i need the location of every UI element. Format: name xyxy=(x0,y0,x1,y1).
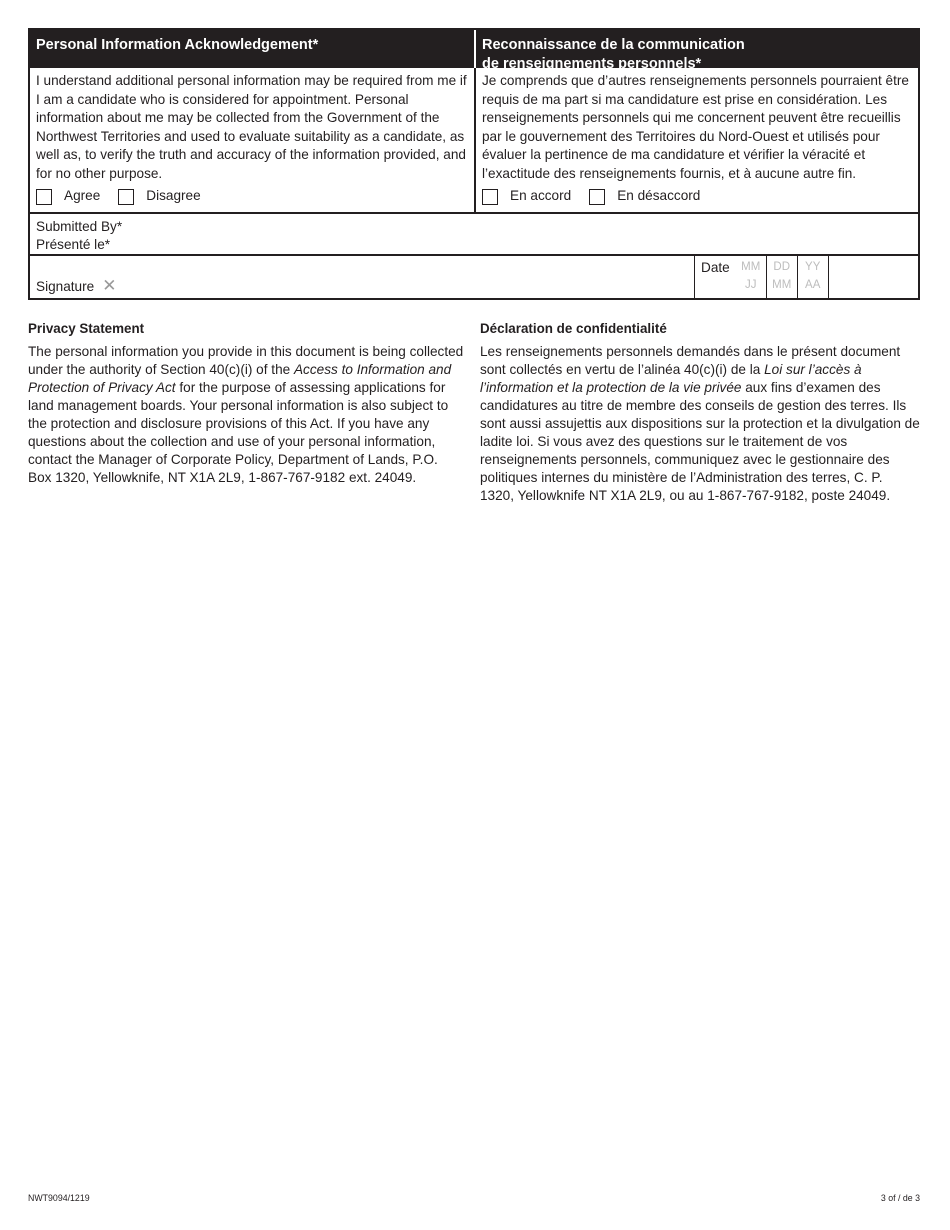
privacy-statement-en xyxy=(28,320,464,487)
privacy-title-fr: Déclaration de confidentialité xyxy=(480,321,667,336)
privacy-en-part-1: The personal information you provide in this document is being collected under the authority of Section 40(c)(i) of the xyxy=(28,344,464,377)
en-desaccord-label: En désaccord xyxy=(617,188,701,204)
date-field-2-bottom: MM xyxy=(772,278,792,291)
agree-checkbox[interactable] xyxy=(36,189,52,205)
en-choice-group xyxy=(36,188,468,206)
en-ack-text: I understand additional personal information may be required from me if I am a candidate who is considered for appointment. Personal information about me may be collected from the Government of the Northwest Territories and used to evaluate suitability as a candidate, as well as, to verify the truth and accuracy of the information provided, and for no other purpose. xyxy=(36,73,467,181)
en-desaccord-checkbox[interactable] xyxy=(589,189,605,205)
date-field-2-top: DD xyxy=(773,260,791,273)
disagree-checkbox[interactable] xyxy=(118,189,134,205)
disagree-label: Disagree xyxy=(146,188,201,204)
privacy-en-act-name: Access to Information and Protection of Privacy Act xyxy=(28,362,452,395)
privacy-en-part-2: for the purpose of assessing applications for land management boards. Your personal information is also subject to the protection and disclosure provisions of this Act. If you have any questions about the collection and use of your personal information, contact the Manager of Corporate Policy, Department of Lands, P.O. Box 1320, Yellowknife, NT X1A 2L9, 1-867-767-9182 ext. 24049. xyxy=(28,380,449,485)
date-label: Date xyxy=(701,259,730,275)
privacy-text-fr xyxy=(480,343,920,505)
date-field-year[interactable] xyxy=(798,256,829,298)
signature-label: Signature xyxy=(36,278,95,294)
date-field-day-month[interactable] xyxy=(767,256,798,298)
en-title-text: Personal Information Acknowledgement* xyxy=(36,37,319,53)
fr-title-line-1: Reconnaissance de la communication xyxy=(482,37,745,53)
privacy-fr-part-2: aux fins d’examen des candidatures au titre de membre des conseils de gestion des terres. Ils sont aussi assujettis aux dispositions sur la protection et la divulgation de ladite loi. Si vous avez des questions sur le traitement de vos renseignements personnels, communiquez avec le gestionnaire des politiques internes du ministère de l’Administration des terres, C. P. 1320, Yellowknife NT X1A 2L9, ou au 1-867-767-9182, poste 24049. xyxy=(480,380,920,503)
fr-ack-text: Je comprends que d’autres renseignements personnels pourraient être requis de ma part si ma candidature est prise en considération. Les renseignements personnels qui me concernent peuvent être recueillis par le gouvernement des Territoires du Nord-Ouest et utilisés pour évaluer la pertinence de ma candidature et vérifier la véracité et l’exactitude des renseignements fournis, et à aucune autre fin. xyxy=(482,73,909,181)
fr-title-line-2: de renseignements personnels* xyxy=(482,56,702,72)
submitted-by-label: Submitted By* xyxy=(36,218,123,234)
form-id: NWT9094/1219 xyxy=(28,1193,90,1203)
fr-choice-group xyxy=(482,188,912,206)
date-field-3-top: YY xyxy=(805,260,821,273)
sign-here-x-icon: ✕ xyxy=(102,275,117,295)
acknowledgement-form xyxy=(28,28,920,300)
agree-label: Agree xyxy=(64,188,101,204)
form-header-row xyxy=(30,30,918,72)
privacy-title-en: Privacy Statement xyxy=(28,321,145,336)
fr-ack-cell xyxy=(474,68,918,212)
en-ack-cell xyxy=(30,68,474,212)
date-field-month-day[interactable] xyxy=(736,256,767,298)
en-accord-checkbox[interactable] xyxy=(482,189,498,205)
privacy-fr-part-1: Les renseignements personnels demandés dans le présent document sont collectés en vertu de l’alinéa 40(c)(i) de la xyxy=(480,344,901,377)
fr-section-title xyxy=(474,30,918,72)
privacy-text-en xyxy=(28,343,464,487)
signature-date-row xyxy=(30,254,918,298)
date-field-1-bottom: JJ xyxy=(744,278,757,291)
page-number: 3 of / de 3 xyxy=(880,1193,920,1203)
date-field-3-bottom: AA xyxy=(805,278,821,291)
submitted-by-field[interactable] xyxy=(30,212,918,254)
privacy-statement-fr xyxy=(480,320,920,505)
en-accord-label: En accord xyxy=(510,188,572,204)
date-field-1-top: MM xyxy=(741,260,761,273)
en-section-title xyxy=(30,30,474,68)
date-field-group xyxy=(694,256,918,298)
presente-le-label: Présenté le* xyxy=(36,237,111,253)
ack-body-row xyxy=(30,68,918,212)
privacy-fr-act-name: Loi sur l’accès à l’information et la protection de la vie privée xyxy=(480,362,862,395)
signature-field[interactable] xyxy=(30,256,694,298)
